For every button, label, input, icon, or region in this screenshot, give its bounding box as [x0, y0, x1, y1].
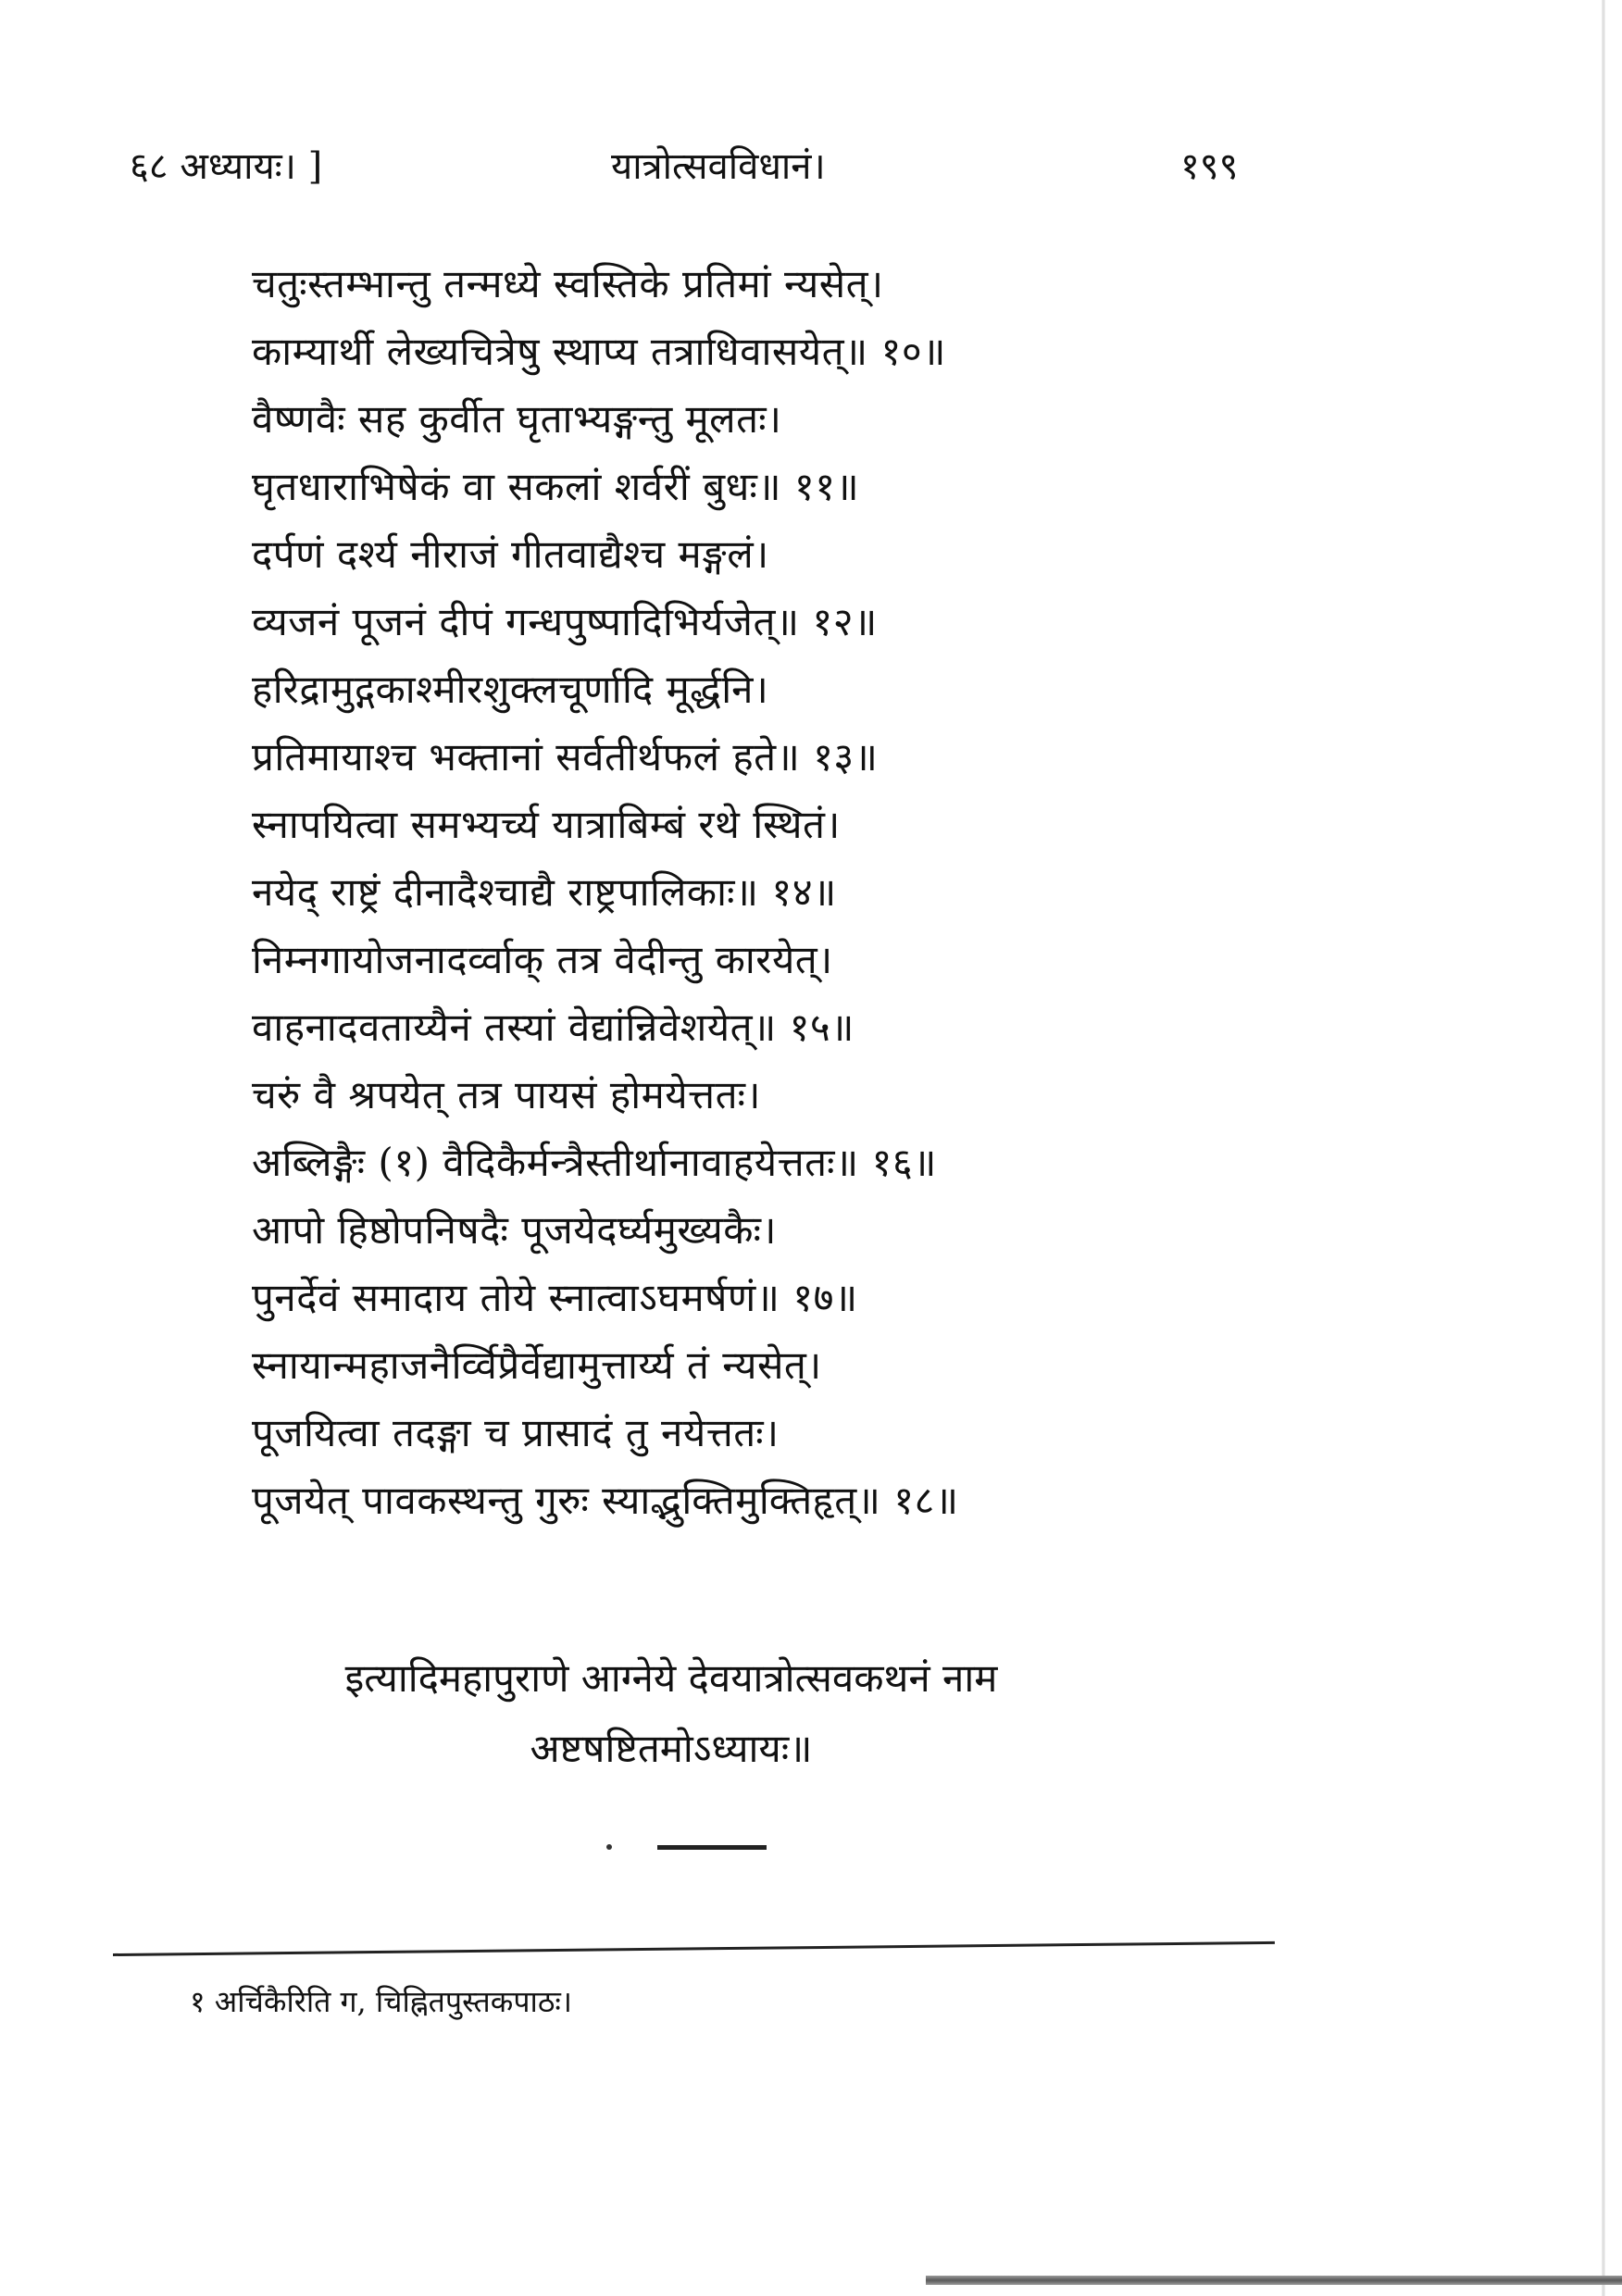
colophon-line-1: इत्यादिमहापुराणे आग्नेये देवयात्रोत्सवकथनं नाम	[344, 1655, 998, 1701]
running-head	[130, 139, 1287, 204]
scan-edge	[1602, 0, 1605, 2296]
verse-line: स्नायान्महाजनैर्व्विप्रैर्वेद्यामुत्तार्य्य तं न्यसेत्।	[252, 1342, 822, 1388]
verse-line: हरिद्रामुद्गकाश्मीरशुक्लचूर्णादि मूर्द्धनि।	[252, 667, 769, 712]
verse-line: घृतधाराभिषेकं वा सकलां शर्वरीं बुधः॥ ११॥	[252, 464, 860, 509]
verse-line: वाहनादवताय्यैनं तस्यां वेद्यांन्निवेशयेत्॥ १५॥	[252, 1004, 855, 1050]
verse-line: पूजयित्वा तदङ्गा च प्रासादं तु नयेत्ततः।	[252, 1410, 780, 1455]
verse-line: स्नापयित्वा समभ्यर्च्य यात्राबिम्बं रथे स्थितं।	[252, 802, 841, 847]
verse-line: निम्नगायोजनादर्व्वाक् तत्र वेदीन्तु कारयेत्।	[252, 937, 833, 982]
verse-block	[252, 250, 1178, 1534]
verse-line: दर्पणं दर्श्य नीराजं गीतवाद्यैश्च मङ्गलं।	[252, 531, 769, 577]
chapter-end-rule	[657, 1845, 767, 1850]
colophon-line-2: अष्टषष्टितमोऽध्यायः॥	[530, 1726, 813, 1771]
page-number: १९९	[1180, 145, 1239, 188]
verse-line: चरुं वै श्रपयेत् तत्र पायसं होमयेत्ततः।	[252, 1072, 761, 1117]
footnote-divider	[113, 1941, 1275, 1956]
footnote: १ अर्चिकैरिति ग, चिह्नितपुस्तकपाठः।	[190, 1984, 573, 2019]
verse-line: वैष्णवैः सह कुर्वीत घृताभ्यङ्गन्तु मूलतः।	[252, 396, 782, 442]
scan-bottom-edge	[926, 2276, 1622, 2285]
verse-line: अब्लिङ्गैः (१) वैदिकैर्मन्त्रैस्तीर्थानावाहयेत्ततः॥ १६॥	[252, 1140, 937, 1185]
chapter-colophon	[185, 1643, 1157, 1784]
verse-line: काम्यार्थी लेख्यचित्रेषु स्थाप्य तत्राधिवासयेत्॥ १०॥	[252, 329, 946, 374]
verse-line: व्यजनं पूजनं दीपं गन्धपुष्पादिभिर्यजेत्॥ १२॥	[252, 599, 878, 644]
verse-line: आपो हिष्ठोपनिषदैः पूजयेदर्घ्यमुख्यकैः।	[252, 1207, 777, 1253]
chapter-marker: ६८ अध्यायः। ]	[130, 145, 323, 188]
verse-line: नयेद् राष्ट्रं दीनादैश्चाद्यै राष्ट्रपालिकाः॥ १४॥	[252, 869, 837, 915]
verse-line: प्रतिमायाश्च भक्तानां सर्वतीर्थफलं हते॥ १३॥	[252, 734, 879, 780]
end-dot	[606, 1844, 612, 1850]
verse-line: चतुःस्तम्भान्तु तन्मध्ये स्वस्तिके प्रतिमां न्यसेत्।	[252, 261, 884, 306]
page-heading: यात्रोत्सवविधानं।	[611, 145, 826, 188]
verse-line: पुनर्देवं समादाय तोये स्नात्वाऽघमर्षणं॥ १७॥	[252, 1275, 858, 1320]
verse-line: पूजयेत् पावकस्थन्तु गुरुः स्याद्भुक्तिमुक्तिहृत्॥ १८॥	[252, 1478, 959, 1523]
